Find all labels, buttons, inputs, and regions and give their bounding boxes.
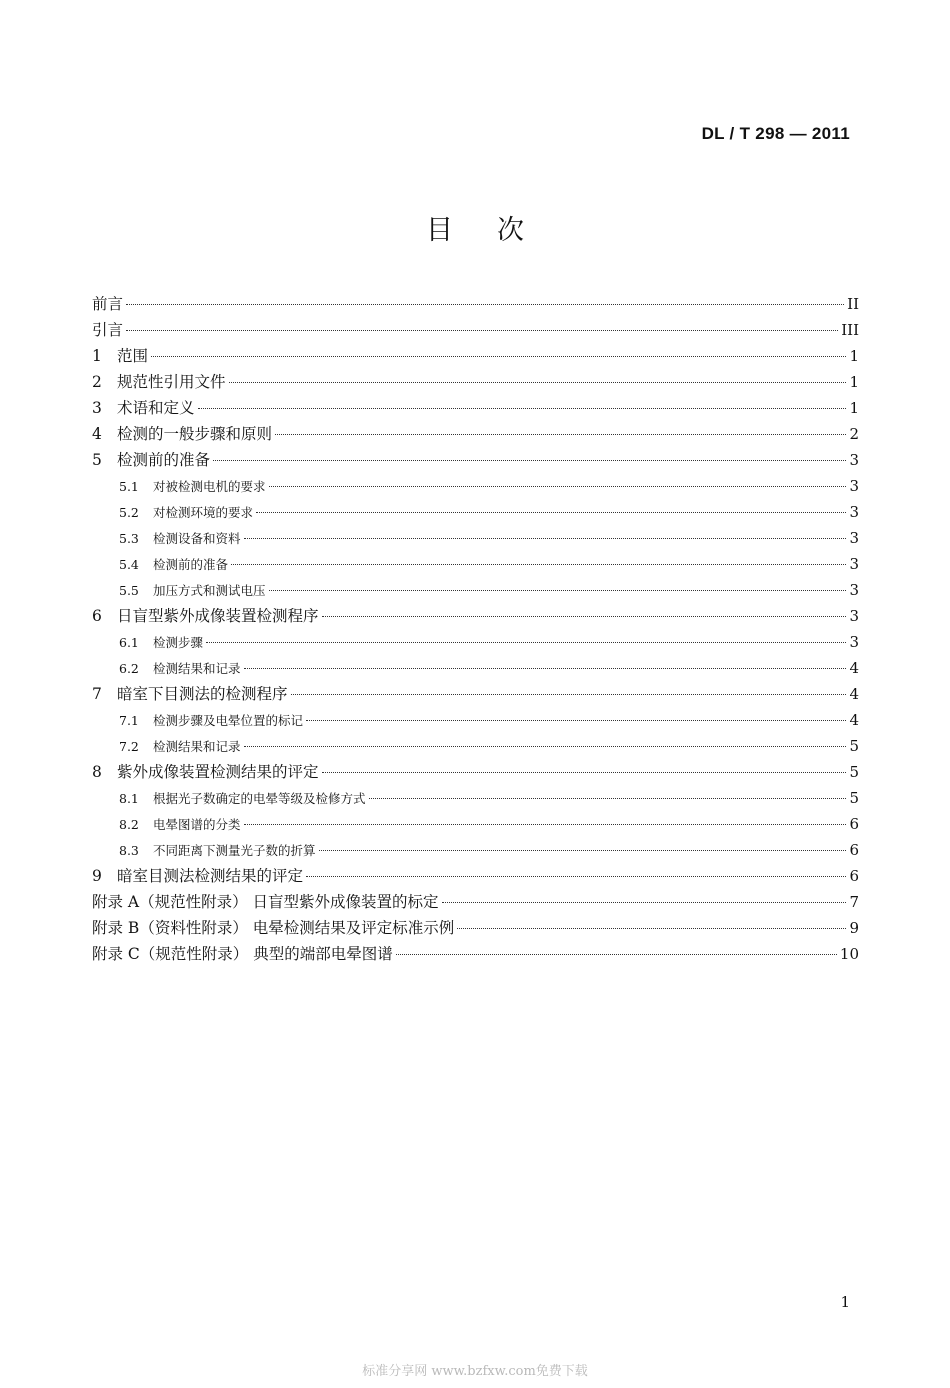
toc-entry-label: 前言 (92, 295, 124, 313)
watermark: 标准分享网 www.bzfxw.com免费下载 (362, 1364, 588, 1379)
toc-leader-dots (291, 693, 846, 695)
toc-entry[interactable] (92, 629, 859, 655)
toc-entry-number: 8.2 (119, 817, 139, 832)
toc-entry[interactable] (92, 291, 859, 317)
toc-entry-number: 2 (92, 373, 102, 391)
toc-entry-label: 术语和定义 (117, 399, 195, 417)
toc-entry-number: 4 (92, 425, 102, 443)
toc-entry[interactable] (92, 681, 859, 707)
toc-leader-dots (229, 381, 846, 383)
toc-entry-page: 1 (849, 373, 859, 391)
toc-entry[interactable] (92, 551, 859, 577)
toc-entry-page: 5 (849, 763, 859, 781)
toc-entry[interactable] (92, 447, 859, 473)
toc-entry-label: 不同距离下测量光子数的折算 (153, 843, 316, 858)
toc-entry-page: 3 (849, 555, 859, 573)
toc-entry-label: 紫外成像装置检测结果的评定 (117, 763, 319, 781)
toc-leader-dots (306, 875, 846, 877)
toc-entry-label: 引言 (92, 321, 124, 339)
toc-entry-label: 规范性引用文件 (117, 373, 226, 391)
toc-entry-number: 6.1 (119, 635, 139, 650)
toc-entry[interactable] (92, 837, 859, 863)
toc-leader-dots (213, 459, 846, 461)
toc-entry-label: 检测的一般步骤和原则 (117, 425, 273, 443)
toc-entry-label: 检测步骤 (153, 635, 204, 650)
toc-entry-number: 6 (92, 607, 102, 625)
toc-leader-dots (369, 797, 846, 799)
toc-leader-dots (126, 303, 844, 305)
toc-entry[interactable] (92, 707, 859, 733)
toc-leader-dots (457, 927, 846, 929)
toc-leader-dots (269, 589, 846, 591)
toc-entry[interactable] (92, 889, 859, 915)
toc-entry-page: 9 (849, 919, 859, 937)
table-of-contents (92, 291, 859, 967)
toc-entry-number: 5.2 (119, 505, 139, 520)
toc-entry[interactable] (92, 863, 859, 889)
toc-leader-dots (206, 641, 846, 643)
toc-entry-page: 3 (849, 477, 859, 495)
toc-leader-dots (244, 667, 846, 669)
toc-leader-dots (306, 719, 846, 721)
toc-entry-label: 检测结果和记录 (153, 739, 241, 754)
toc-entry-page: 3 (849, 607, 859, 625)
toc-entry[interactable] (92, 317, 859, 343)
toc-entry-page: 4 (849, 659, 859, 677)
toc-entry-page: 2 (849, 425, 859, 443)
toc-entry-number: 5.1 (119, 479, 139, 494)
toc-entry[interactable] (92, 733, 859, 759)
toc-entry-page: 4 (849, 711, 859, 729)
toc-entry-page: 5 (849, 737, 859, 755)
toc-leader-dots (322, 771, 846, 773)
toc-entry-label: 根据光子数确定的电晕等级及检修方式 (153, 791, 366, 806)
toc-entry[interactable] (92, 499, 859, 525)
toc-entry-page: 3 (849, 529, 859, 547)
toc-entry-number: 1 (92, 347, 102, 365)
toc-entry-page: 3 (849, 503, 859, 521)
toc-entry-page: 10 (839, 945, 859, 963)
toc-entry[interactable] (92, 577, 859, 603)
standard-code: DL / T 298 — 2011 (701, 124, 850, 143)
toc-entry[interactable] (92, 421, 859, 447)
toc-entry[interactable] (92, 395, 859, 421)
toc-leader-dots (244, 745, 846, 747)
toc-leader-dots (275, 433, 846, 435)
toc-entry[interactable] (92, 473, 859, 499)
toc-entry-label: 范围 (117, 347, 149, 365)
toc-entry-label: 电晕图谱的分类 (153, 817, 241, 832)
toc-entry-number: 5.5 (119, 583, 139, 598)
toc-entry-number: 9 (92, 867, 102, 885)
toc-entry[interactable] (92, 759, 859, 785)
toc-entry-label: 暗室下目测法的检测程序 (117, 685, 288, 703)
toc-entry-label: 检测前的准备 (117, 451, 211, 469)
toc-entry-number: 5 (92, 451, 102, 469)
toc-entry-number: 8.3 (119, 843, 139, 858)
toc-entry-label: 暗室目测法检测结果的评定 (117, 867, 304, 885)
toc-entry-label: 对检测环境的要求 (153, 505, 254, 520)
toc-leader-dots (269, 485, 846, 487)
toc-entry-page: 6 (849, 867, 859, 885)
toc-entry[interactable] (92, 785, 859, 811)
toc-entry-label: 检测步骤及电晕位置的标记 (153, 713, 304, 728)
toc-entry[interactable] (92, 525, 859, 551)
toc-entry[interactable] (92, 343, 859, 369)
toc-leader-dots (244, 823, 846, 825)
toc-entry[interactable] (92, 655, 859, 681)
toc-entry-number: 7 (92, 685, 102, 703)
toc-entry-number: 5.3 (119, 531, 139, 546)
toc-entry-page: 4 (849, 685, 859, 703)
toc-leader-dots (126, 329, 838, 331)
toc-entry-page: 3 (849, 581, 859, 599)
toc-leader-dots (231, 563, 846, 565)
toc-entry-page: II (847, 295, 859, 313)
toc-entry-label: 对被检测电机的要求 (153, 479, 266, 494)
toc-leader-dots (198, 407, 846, 409)
toc-entry-label: 附录 B（资料性附录） 电晕检测结果及评定标准示例 (92, 919, 455, 937)
toc-entry-page: 1 (849, 347, 859, 365)
toc-leader-dots (244, 537, 846, 539)
toc-entry-label: 检测结果和记录 (153, 661, 241, 676)
page-number: 1 (840, 1293, 850, 1311)
toc-entry-page: 3 (849, 633, 859, 651)
toc-entry-number: 8 (92, 763, 102, 781)
toc-leader-dots (151, 355, 846, 357)
toc-entry-number: 6.2 (119, 661, 139, 676)
toc-leader-dots (322, 615, 846, 617)
toc-entry[interactable] (92, 915, 859, 941)
toc-entry[interactable] (92, 941, 859, 967)
toc-entry-page: 3 (849, 451, 859, 469)
toc-entry-label: 日盲型紫外成像装置检测程序 (117, 607, 319, 625)
toc-leader-dots (396, 953, 837, 955)
toc-entry[interactable] (92, 811, 859, 837)
toc-entry-number: 5.4 (119, 557, 139, 572)
toc-entry-label: 检测前的准备 (153, 557, 229, 572)
toc-leader-dots (442, 901, 846, 903)
toc-leader-dots (256, 511, 846, 513)
toc-entry-number: 8.1 (119, 791, 139, 806)
toc-entry[interactable] (92, 603, 859, 629)
toc-entry-page: 6 (849, 815, 859, 833)
toc-leader-dots (319, 849, 846, 851)
toc-entry-page: 1 (849, 399, 859, 417)
toc-entry-number: 7.2 (119, 739, 139, 754)
toc-entry-page: 5 (849, 789, 859, 807)
toc-entry-number: 7.1 (119, 713, 139, 728)
toc-entry[interactable] (92, 369, 859, 395)
toc-entry-label: 加压方式和测试电压 (153, 583, 266, 598)
toc-entry-page: III (841, 321, 859, 339)
toc-entry-number: 3 (92, 399, 102, 417)
toc-entry-page: 7 (849, 893, 859, 911)
toc-entry-label: 附录 A（规范性附录） 日盲型紫外成像装置的标定 (92, 893, 439, 911)
toc-entry-label: 附录 C（规范性附录） 典型的端部电晕图谱 (92, 945, 393, 963)
page-title: 目次 (426, 215, 568, 246)
toc-entry-label: 检测设备和资料 (153, 531, 241, 546)
toc-entry-page: 6 (849, 841, 859, 859)
